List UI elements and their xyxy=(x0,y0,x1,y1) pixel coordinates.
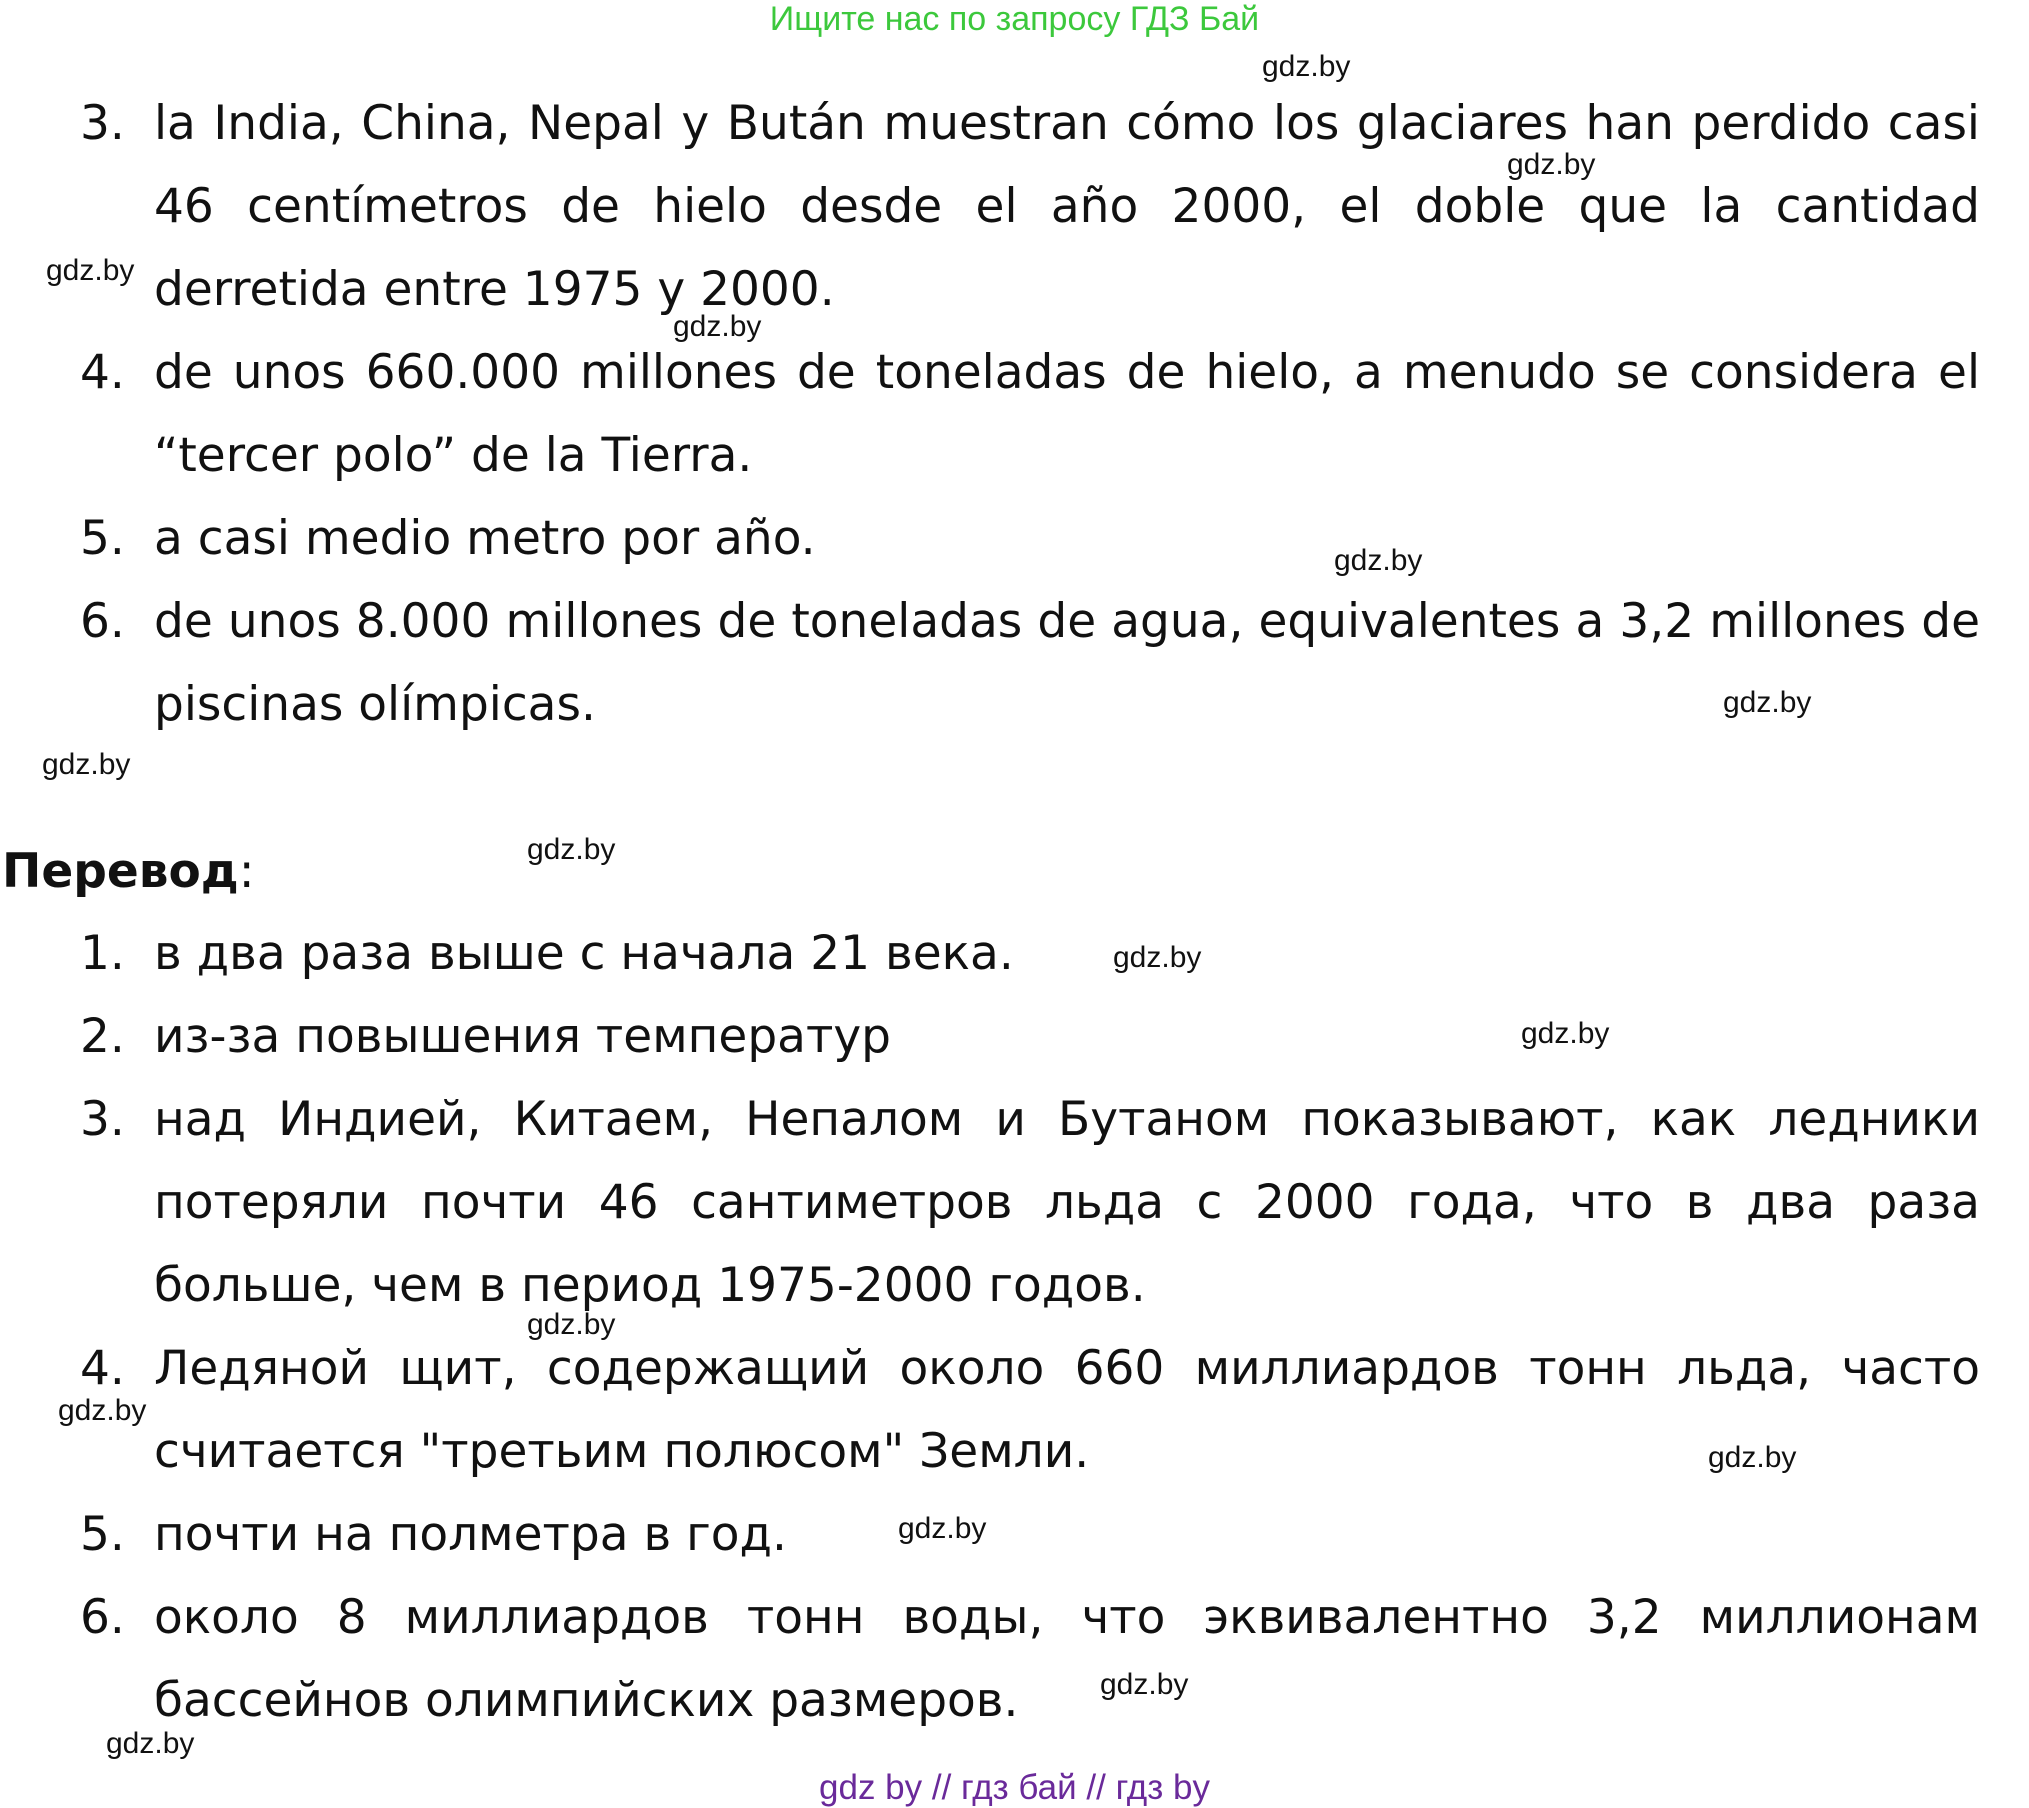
item-text: над Индией, Китаем, Непалом и Бутаном показывают, как ледники потеряли почти 46 сантиметров льда с 2000 года, что в два раза больше, чем в период 1975-2000 годов. xyxy=(154,1092,1980,1313)
heading-word: Перевод xyxy=(2,844,239,899)
watermark: gdz.by xyxy=(673,310,762,343)
item-text: из-за повышения температур xyxy=(154,1009,891,1064)
watermark: gdz.by xyxy=(1521,1017,1610,1050)
item-text: de unos 660.000 millones de toneladas de hielo, a menudo se considera el “tercer polo” de la Tierra. xyxy=(154,345,1980,483)
item-text: de unos 8.000 millones de toneladas de agua, equivalentes a 3,2 millones de piscinas olímpicas. xyxy=(154,594,1980,732)
item-number: 5. xyxy=(80,511,125,566)
watermark: gdz.by xyxy=(42,748,131,781)
watermark: gdz.by xyxy=(106,1727,195,1760)
watermark: gdz.by xyxy=(1708,1441,1797,1474)
item-number: 4. xyxy=(80,1341,125,1396)
item-text: почти на полметра в год. xyxy=(154,1507,787,1562)
heading-colon: : xyxy=(238,844,255,899)
item-text: Ледяной щит, содержащий около 660 миллиардов тонн льда, часто считается "третьим полюсом" Земли. xyxy=(154,1341,1980,1479)
watermark: gdz.by xyxy=(1334,544,1423,577)
watermark: gdz.by xyxy=(1507,148,1596,181)
translation-heading xyxy=(2,830,255,913)
item-number: 3. xyxy=(80,1092,125,1147)
watermark: gdz.by xyxy=(58,1394,147,1427)
bottom-banner: gdz by // гдз бай // гдз by xyxy=(819,1768,1210,1807)
item-text: в два раза выше с начала 21 века. xyxy=(154,926,1014,981)
watermark: gdz.by xyxy=(527,1308,616,1341)
watermark: gdz.by xyxy=(1100,1668,1189,1701)
watermark: gdz.by xyxy=(527,833,616,866)
item-text: a casi medio metro por año. xyxy=(154,511,816,566)
item-text: la India, China, Nepal y Bután muestran cómo los glaciares han perdido casi 46 centímetros de hielo desde el año 2000, el doble que la cantidad derretida entre 1975 y 2000. xyxy=(154,96,1980,317)
item-number: 5. xyxy=(80,1507,125,1562)
watermark: gdz.by xyxy=(1113,941,1202,974)
item-number: 4. xyxy=(80,345,125,400)
item-text: около 8 миллиардов тонн воды, что эквивалентно 3,2 миллионам бассейнов олимпийских размеров. xyxy=(154,1590,1980,1728)
item-number: 2. xyxy=(80,1009,125,1064)
watermark: gdz.by xyxy=(1262,50,1351,83)
top-banner: Ищите нас по запросу ГДЗ Бай xyxy=(769,0,1260,38)
watermark: gdz.by xyxy=(46,254,135,287)
item-number: 1. xyxy=(80,926,125,981)
item-number: 3. xyxy=(80,96,125,151)
item-number: 6. xyxy=(80,594,125,649)
item-number: 6. xyxy=(80,1590,125,1645)
watermark: gdz.by xyxy=(898,1512,987,1545)
watermark: gdz.by xyxy=(1723,686,1812,719)
